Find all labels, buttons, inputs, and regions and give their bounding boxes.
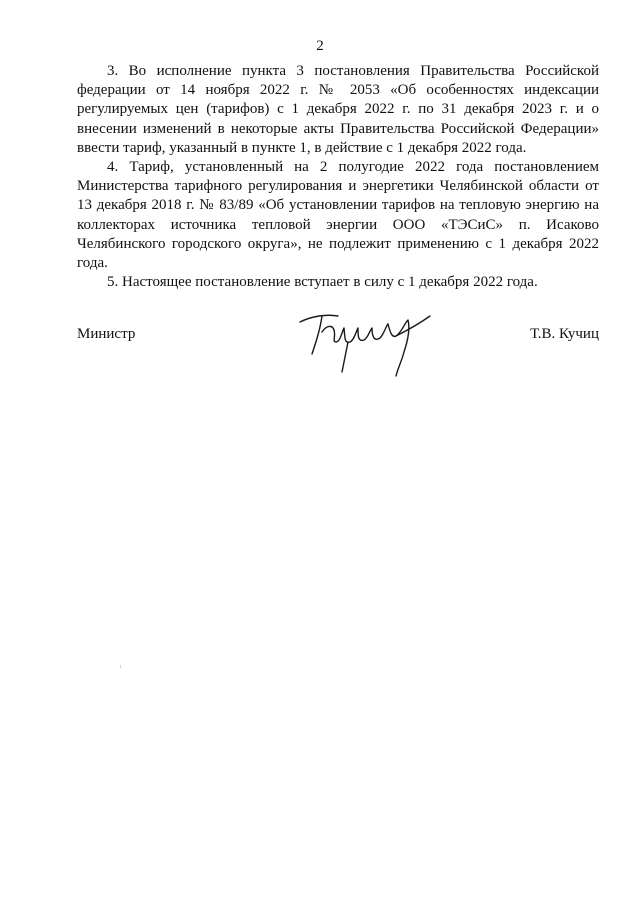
paragraph-5: 5. Настоящее постановление вступает в силу с 1 декабря 2022 года. (107, 274, 538, 291)
page-number: 2 (316, 38, 324, 54)
paragraph-3: 3. Во исполнение пункта 3 постановления Правительства Российской федерации от 14 ноября 2022 г. № 2053 «Об особенностях индексации регулируемых цен (тарифов) с 1 декабря 2022 г. по 31 декабря 2023 г. и о внесении изменений в некоторые акты Правительства Российской Федерации» ввести тариф, указанный в пункте 1, в действие с 1 декабря 2022 года. (77, 63, 599, 156)
signature-block (77, 320, 599, 380)
paragraph-4: 4. Тариф, установленный на 2 полугодие 2022 года постановлением Министерства тарифного регулирования и энергетики Челябинской области от 13 декабря 2018 г. № 83/89 «Об установлении тарифов на тепловую энергию на коллекторах источника тепловой энергии ООО «ТЭСиС» п. Исаково Челябинского городского округа», не подлежит применению с 1 декабря 2022 года. (77, 159, 599, 272)
signer-name: Т.В. Кучиц (530, 326, 599, 342)
signer-position: Министр (77, 326, 136, 342)
scan-artifact (120, 665, 121, 668)
handwritten-signature (292, 302, 442, 380)
document-body (77, 62, 599, 292)
